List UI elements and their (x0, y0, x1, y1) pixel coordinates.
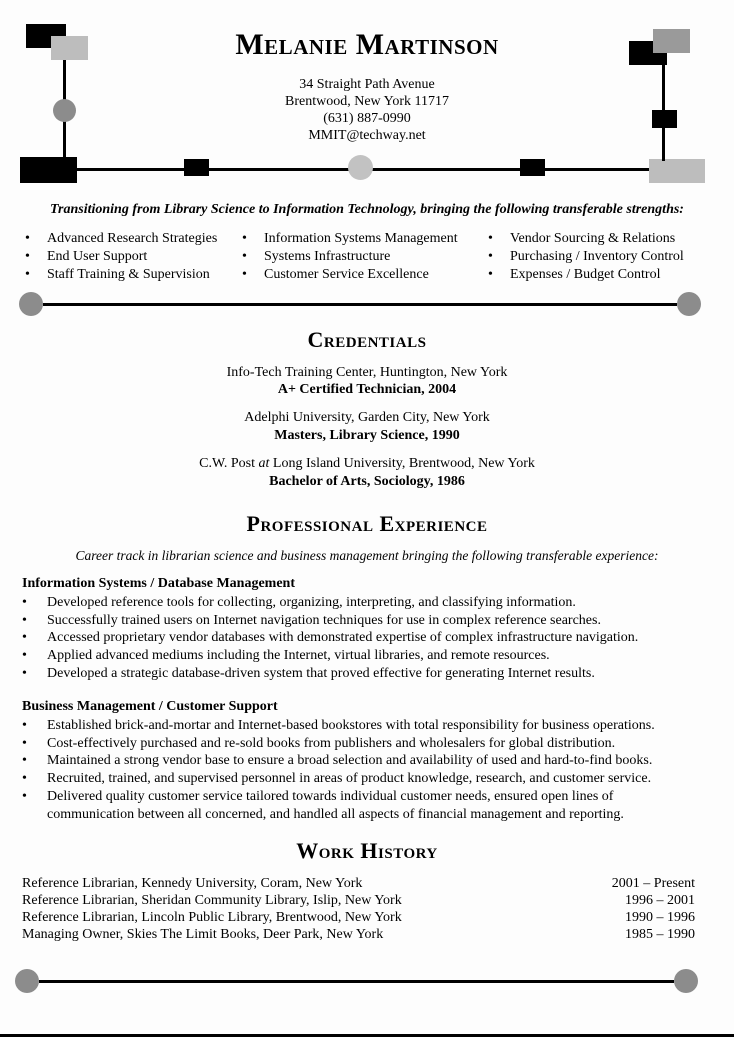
table-row (22, 875, 695, 892)
decor-block (20, 157, 77, 183)
institution-part: at (258, 456, 270, 471)
summary-tagline: Transitioning from Library Science to Information Technology, bringing the following transferable strengths: (50, 202, 684, 217)
page-bottom-rule (0, 1034, 734, 1037)
decor-block (184, 159, 209, 176)
dates: 1996 – 2001 (625, 893, 695, 908)
credential-institution: Info-Tech Training Center, Huntington, New York (226, 365, 508, 380)
table-row (22, 926, 695, 943)
strengths-column-3 (488, 230, 684, 284)
strength-item: • Vendor Sourcing & Relations (488, 230, 684, 248)
position: Managing Owner, Skies The Limit Books, Deer Park, New York (22, 927, 384, 942)
strengths-column-1 (25, 230, 217, 284)
credential-institution (0, 455, 734, 473)
dates: 2001 – Present (611, 876, 695, 891)
dates: 1985 – 1990 (625, 927, 695, 942)
list-item: • Cost-effectively purchased and re-sold books from publishers and wholesalers for global distribution. (22, 735, 702, 753)
credential-degree: Masters, Library Science, 1990 (274, 428, 460, 443)
strength-item: • Expenses / Budget Control (488, 266, 684, 284)
list-item: • Developed reference tools for collecting, organizing, interpreting, and classifying information. (22, 594, 702, 612)
strength-item: • Staff Training & Supervision (25, 266, 217, 284)
strength-item: • Systems Infrastructure (242, 248, 458, 266)
institution-part: Long Island University, Brentwood, New York (272, 456, 535, 471)
address-line-1: 34 Straight Path Avenue (299, 77, 435, 92)
strength-item: • Purchasing / Inventory Control (488, 248, 684, 266)
experience-subheading: Business Management / Customer Support (22, 699, 278, 714)
work-history-table (22, 875, 695, 943)
experience-heading: Professional Experience (246, 511, 488, 536)
list-item: • Accessed proprietary vendor databases with demonstrated expertise of complex infrastructure navigation. (22, 629, 702, 647)
table-row (22, 892, 695, 909)
strength-item: • Customer Service Excellence (242, 266, 458, 284)
decor-block (520, 159, 545, 176)
divider-circle (674, 969, 698, 993)
work-history-heading: Work History (296, 838, 438, 863)
credential-degree: Bachelor of Arts, Sociology, 1986 (269, 474, 465, 489)
phone: (631) 887-0990 (323, 111, 411, 126)
experience-intro: Career track in librarian science and business management bringing the following transferable experience: (75, 548, 659, 563)
list-item: • Recruited, trained, and supervised personnel in areas of product knowledge, research, and customer service. (22, 770, 702, 788)
list-item: • Developed a strategic database-driven system that proved effective for generating Internet results. (22, 665, 702, 683)
dates: 1990 – 1996 (625, 910, 695, 925)
experience-subheading: Information Systems / Database Management (22, 576, 295, 591)
table-row (22, 909, 695, 926)
list-item: • Maintained a strong vendor base to ensure a broad selection and availability of used and hard-to-find books. (22, 752, 702, 770)
decor-circle (348, 155, 373, 180)
list-item: • Successfully trained users on Internet navigation techniques for use in complex reference searches. (22, 612, 702, 630)
divider-circle (19, 292, 43, 316)
strengths-column-2 (242, 230, 458, 284)
list-item: • Delivered quality customer service tailored towards individual customer needs, ensured open lines of communication between all concerned, and handled all aspects of financial management and reporting. (22, 788, 702, 823)
divider-line (39, 980, 674, 983)
divider-circle (15, 969, 39, 993)
strength-item: • Advanced Research Strategies (25, 230, 217, 248)
divider-circle (677, 292, 701, 316)
experience-bullet-list (22, 717, 702, 823)
email: MMIT@techway.net (308, 128, 426, 143)
credential-degree: A+ Certified Technician, 2004 (277, 382, 457, 397)
position: Reference Librarian, Sheridan Community Library, Islip, New York (22, 893, 402, 908)
position: Reference Librarian, Kennedy University, Coram, New York (22, 876, 363, 891)
strength-item: • End User Support (25, 248, 217, 266)
experience-bullet-list (22, 594, 702, 683)
credential-institution: Adelphi University, Garden City, New York (244, 410, 490, 425)
divider-line (43, 303, 677, 306)
list-item: • Applied advanced mediums including the Internet, virtual libraries, and remote resources. (22, 647, 702, 665)
position: Reference Librarian, Lincoln Public Library, Brentwood, New York (22, 910, 402, 925)
address-line-2: Brentwood, New York 11717 (285, 94, 449, 109)
institution-part: C.W. Post (199, 456, 256, 471)
credentials-heading: Credentials (307, 327, 427, 352)
strength-item: • Information Systems Management (242, 230, 458, 248)
candidate-name: Melanie Martinson (235, 28, 499, 61)
decor-block (649, 159, 705, 183)
list-item: • Established brick-and-mortar and Internet-based bookstores with total responsibility for business operations. (22, 717, 702, 735)
